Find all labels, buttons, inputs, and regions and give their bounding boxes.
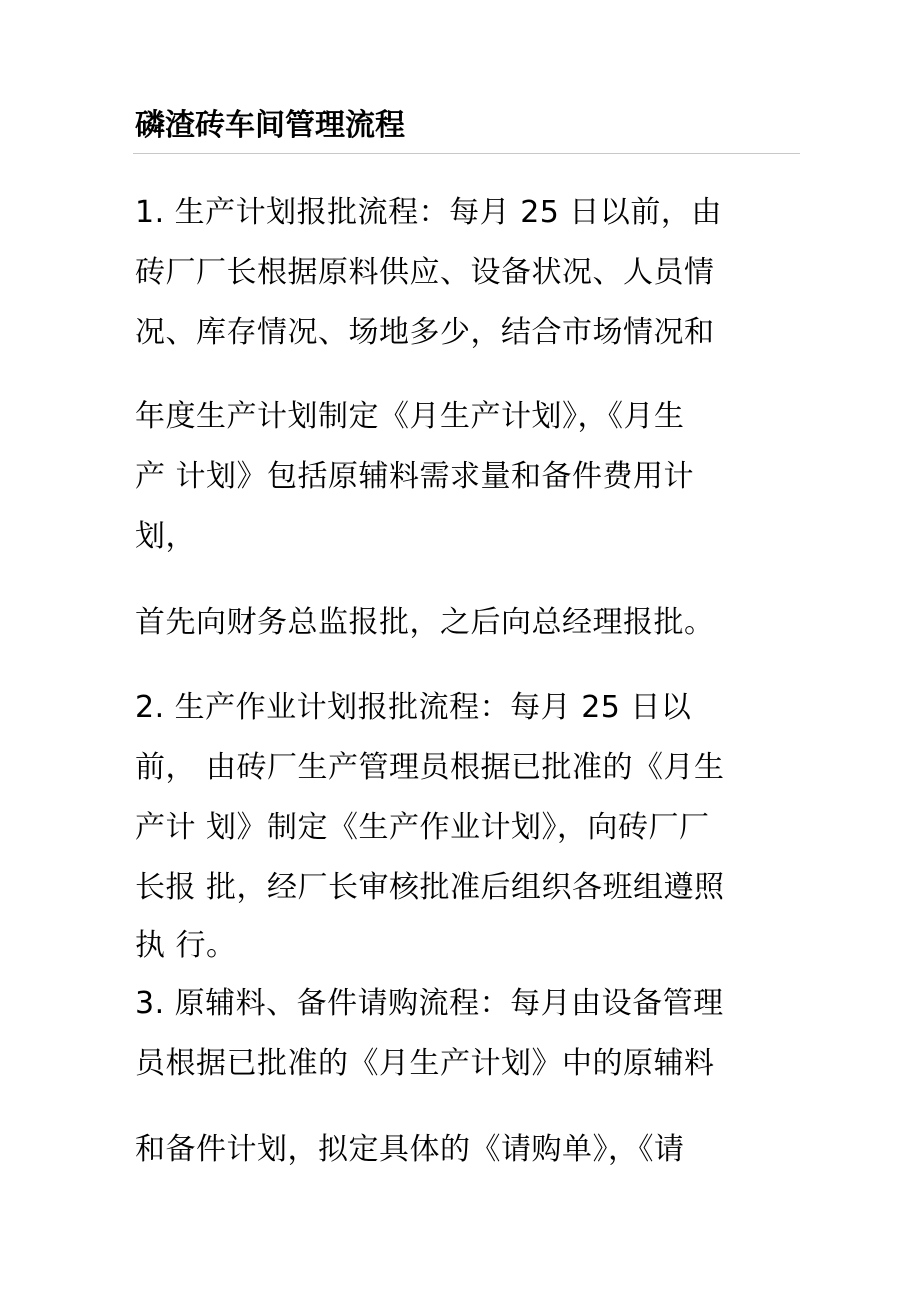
text-line: 执 行。 xyxy=(135,928,237,963)
text-line: 员根据已批准的《月生产计划》中的原辅料 xyxy=(135,1046,715,1081)
text-line: 3. 原辅料、备件请购流程：每月由设备管理 xyxy=(135,986,724,1021)
document-title: 磷渣砖车间管理流程 xyxy=(135,108,405,143)
text-line: 产计 划》制定《生产作业计划》，向砖厂厂 xyxy=(135,810,710,845)
text-line: 首先向财务总监报批，之后向总经理报批。 xyxy=(135,605,715,640)
text-line: 划， xyxy=(135,519,196,554)
title-divider xyxy=(133,153,800,154)
text-line: 砖厂厂长根据原料供应、设备状况、人员情 xyxy=(135,255,715,290)
text-line: 年度生产计划制定《月生产计划》，《月生 xyxy=(135,399,685,434)
text-line: 1. 生产计划报批流程：每月 25 日以前，由 xyxy=(135,195,722,230)
text-line: 长报 批，经厂长审核批准后组织各班组遵照 xyxy=(135,870,725,905)
text-line: 产 计划》包括原辅料需求量和备件费用计 xyxy=(135,459,695,494)
text-line: 况、库存情况、场地多少，结合市场情况和 xyxy=(135,315,715,350)
text-line: 前， 由砖厂生产管理员根据已批准的《月生 xyxy=(135,750,725,785)
text-line: 和备件计划，拟定具体的《请购单》，《请 xyxy=(135,1132,685,1167)
text-line: 2. 生产作业计划报批流程：每月 25 日以 xyxy=(135,690,692,725)
